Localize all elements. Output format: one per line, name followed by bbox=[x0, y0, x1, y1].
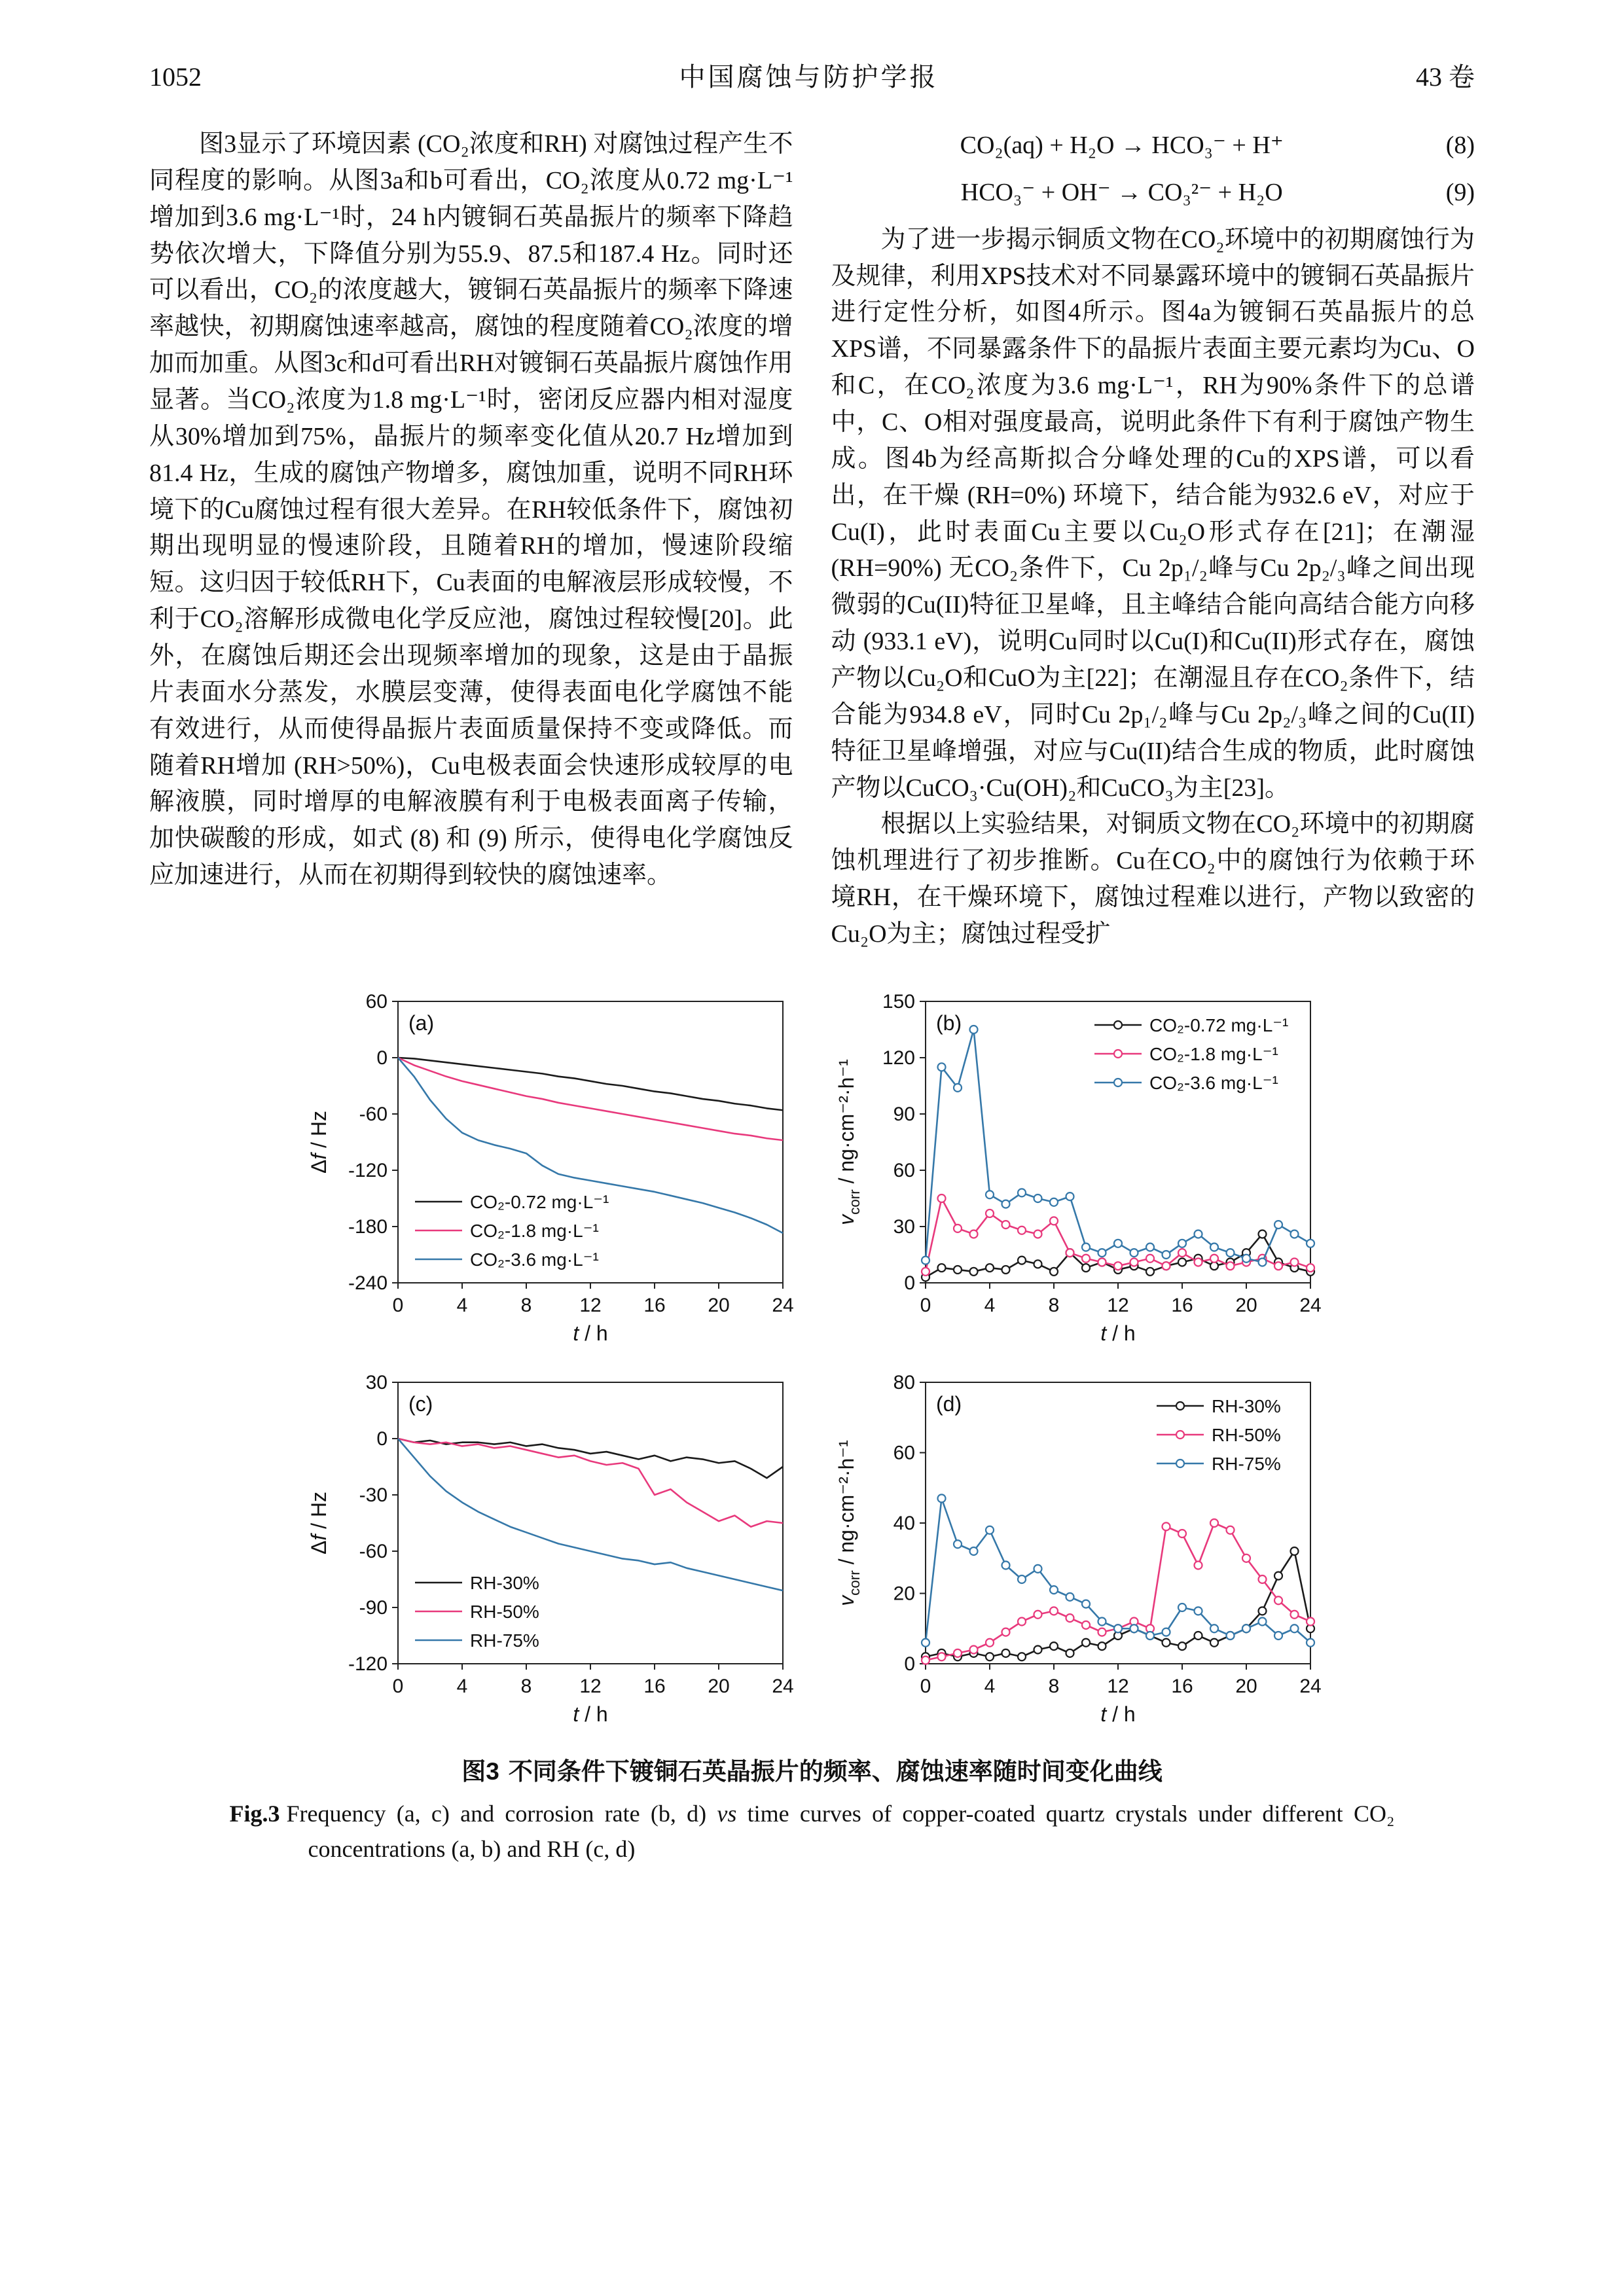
x-tick-label: 12 bbox=[579, 1675, 602, 1697]
data-point bbox=[969, 1645, 977, 1653]
data-point bbox=[1274, 1262, 1282, 1270]
data-point bbox=[1258, 1607, 1266, 1615]
data-point bbox=[1210, 1255, 1218, 1263]
legend-marker-sample bbox=[1114, 1050, 1122, 1058]
y-axis-label: $v_{corr} / ng\cdot cm^{-2}\cdot h^{-1}$ bbox=[834, 1059, 863, 1225]
data-point bbox=[1162, 1262, 1170, 1270]
data-point bbox=[1066, 1249, 1074, 1257]
data-point bbox=[1018, 1617, 1026, 1625]
data-point bbox=[1001, 1200, 1009, 1208]
figure-caption-en-label: Fig.3 bbox=[229, 1800, 280, 1827]
x-tick-label: 12 bbox=[1106, 1675, 1129, 1697]
legend-label: CO₂-1.8 mg·L⁻¹ bbox=[1149, 1043, 1278, 1064]
data-point bbox=[1001, 1266, 1009, 1274]
legend-label: RH-75% bbox=[1211, 1453, 1281, 1474]
data-point bbox=[1050, 1586, 1058, 1594]
data-point bbox=[922, 1639, 929, 1647]
data-point bbox=[1307, 1639, 1314, 1647]
x-tick-label: 16 bbox=[643, 1294, 666, 1316]
y-tick-label: 0 bbox=[903, 1272, 915, 1294]
x-tick-label: 4 bbox=[456, 1675, 467, 1697]
data-point bbox=[937, 1494, 945, 1502]
panel-label: (a) bbox=[408, 1011, 434, 1035]
data-point bbox=[1194, 1230, 1202, 1238]
data-point bbox=[1162, 1628, 1170, 1636]
data-point bbox=[1114, 1240, 1122, 1247]
data-point bbox=[1082, 1255, 1090, 1263]
data-point bbox=[1082, 1621, 1090, 1629]
data-point bbox=[1307, 1240, 1314, 1247]
data-point bbox=[937, 1063, 945, 1071]
data-point bbox=[1226, 1262, 1234, 1270]
data-point bbox=[1098, 1249, 1106, 1257]
chart-frequency-vs-time-co2 bbox=[300, 984, 797, 1351]
equation-formula: CO₂(aq) + H₂O → HCO₃⁻ + H⁺ bbox=[960, 132, 1284, 159]
data-point bbox=[1114, 1624, 1122, 1632]
data-point bbox=[1130, 1624, 1138, 1632]
data-point bbox=[1290, 1547, 1298, 1555]
x-axis-label: t / h bbox=[1100, 1702, 1136, 1726]
figure-3 bbox=[149, 984, 1475, 1867]
y-axis-label: Δf / Hz bbox=[306, 1110, 331, 1174]
x-tick-label: 16 bbox=[1170, 1294, 1193, 1316]
legend-label: RH-50% bbox=[469, 1601, 539, 1622]
legend-marker-sample bbox=[1114, 1021, 1122, 1029]
x-tick-label: 4 bbox=[984, 1294, 995, 1316]
data-point bbox=[1130, 1258, 1138, 1266]
chart-corrosion-rate-vs-time-co2 bbox=[827, 984, 1325, 1351]
data-point bbox=[1307, 1264, 1314, 1272]
x-tick-label: 8 bbox=[520, 1675, 532, 1697]
data-point bbox=[1018, 1257, 1026, 1265]
data-point bbox=[1258, 1258, 1266, 1266]
data-point bbox=[1001, 1561, 1009, 1569]
data-point bbox=[1290, 1611, 1298, 1619]
data-point bbox=[986, 1639, 994, 1647]
y-tick-label: 90 bbox=[893, 1103, 915, 1125]
data-point bbox=[1194, 1607, 1202, 1615]
data-point bbox=[986, 1210, 994, 1217]
page-number: 1052 bbox=[149, 62, 202, 92]
x-tick-label: 20 bbox=[1235, 1675, 1257, 1697]
data-point bbox=[1034, 1230, 1041, 1238]
figure-caption-en bbox=[230, 1796, 1395, 1867]
data-point bbox=[1001, 1221, 1009, 1229]
data-point bbox=[1258, 1617, 1266, 1625]
data-point bbox=[1018, 1653, 1026, 1660]
x-tick-label: 24 bbox=[1299, 1294, 1322, 1316]
y-tick-label: 20 bbox=[893, 1583, 915, 1605]
figure-caption-cn bbox=[149, 1751, 1475, 1787]
y-tick-label: -30 bbox=[359, 1484, 388, 1506]
x-tick-label: 20 bbox=[707, 1675, 730, 1697]
data-point bbox=[1178, 1249, 1186, 1257]
series-line bbox=[398, 1058, 783, 1110]
x-tick-label: 0 bbox=[392, 1294, 403, 1316]
data-point bbox=[1178, 1258, 1186, 1266]
y-tick-label: -180 bbox=[348, 1215, 388, 1238]
data-point bbox=[1178, 1530, 1186, 1537]
data-point bbox=[986, 1191, 994, 1198]
chart-frequency-vs-time-rh bbox=[300, 1365, 797, 1732]
charts-grid bbox=[149, 984, 1475, 1732]
data-point bbox=[1082, 1639, 1090, 1647]
y-tick-label: 0 bbox=[903, 1653, 915, 1675]
data-point bbox=[1098, 1617, 1106, 1625]
y-tick-label: -120 bbox=[348, 1653, 388, 1675]
data-point bbox=[1274, 1221, 1282, 1229]
data-point bbox=[1146, 1632, 1154, 1640]
data-point bbox=[1034, 1611, 1041, 1619]
x-tick-label: 0 bbox=[920, 1294, 931, 1316]
legend-label: RH-30% bbox=[1211, 1395, 1281, 1416]
x-tick-label: 16 bbox=[1170, 1675, 1193, 1697]
data-point bbox=[1001, 1628, 1009, 1636]
data-point bbox=[1226, 1632, 1234, 1640]
data-point bbox=[1034, 1194, 1041, 1202]
figure-caption-en-text-2: time curves of copper-coated quartz crystals under different CO₂ concentrations (a, b) and RH (c, d) bbox=[308, 1800, 1395, 1862]
data-point bbox=[1258, 1230, 1266, 1238]
volume-label: 43 卷 bbox=[1416, 62, 1475, 92]
series-line bbox=[926, 1030, 1310, 1262]
equation-number: (8) bbox=[1445, 132, 1475, 159]
data-point bbox=[1274, 1572, 1282, 1580]
data-point bbox=[954, 1084, 962, 1092]
data-point bbox=[1082, 1243, 1090, 1251]
data-point bbox=[1290, 1230, 1298, 1238]
data-point bbox=[969, 1268, 977, 1276]
data-point bbox=[1098, 1628, 1106, 1636]
x-axis-label: t / h bbox=[1100, 1321, 1136, 1345]
data-point bbox=[922, 1257, 929, 1265]
data-point bbox=[969, 1547, 977, 1555]
legend-label: CO₂-1.8 mg·L⁻¹ bbox=[469, 1220, 599, 1241]
y-tick-label: 80 bbox=[893, 1371, 915, 1393]
data-point bbox=[1194, 1632, 1202, 1640]
data-point bbox=[1050, 1268, 1058, 1276]
equation-8 bbox=[831, 128, 1475, 164]
data-point bbox=[1098, 1258, 1106, 1266]
left-column bbox=[149, 126, 793, 953]
x-tick-label: 24 bbox=[771, 1675, 794, 1697]
data-point bbox=[969, 1026, 977, 1033]
x-tick-label: 8 bbox=[520, 1294, 532, 1316]
running-head bbox=[149, 56, 1475, 94]
data-point bbox=[1001, 1649, 1009, 1657]
body-paragraph: 图3显示了环境因素 (CO₂浓度和RH) 对腐蚀过程产生不同程度的影响。从图3a和b可看出，CO₂浓度从0.72 mg·L⁻¹增加到3.6 mg·L⁻¹时，24 h内镀铜石英晶振片的频率下降趋势依次增大，下降值分别为55.9、87.5和187.4 Hz。同时还可以看出，CO₂的浓度越大，镀铜石英晶振片的频率下降速率越快，初期腐蚀速率越高，腐蚀的程度随着CO₂浓度的增加而加重。从图3c和d可看出RH对镀铜石英晶振片腐蚀作用显著。当CO₂浓度为1.8 mg·L⁻¹时，密闭反应器内相对湿度从30%增加到75%，晶振片的频率变化值从20.7 Hz增加到81.4 Hz，生成的腐蚀产物增多，腐蚀加重，说明不同RH环境下的Cu腐蚀过程有很大差异。在RH较低条件下，腐蚀初期出现明显的慢速阶段，且随着RH的增加，慢速阶段缩短。这归因于较低RH下，Cu表面的电解液层形成较慢，不利于CO₂溶解形成微电化学反应池，腐蚀过程较慢[20]。此外，在腐蚀后期还会出现频率增加的现象，这是由于晶振片表面水分蒸发，水膜层变薄，使得表面电化学腐蚀不能有效进行，从而使得晶振片表面质量保持不变或降低。而随着RH增加 (RH>50%)，Cu电极表面会快速形成较厚的电解液膜，同时增厚的电解液膜有利于电极表面离子传输，加快碳酸的形成，如式 (8) 和 (9) 所示，使得电化学腐蚀反应加速进行，从而在初期得到较快的腐蚀速率。 bbox=[149, 130, 793, 889]
legend-marker-sample bbox=[1114, 1079, 1122, 1086]
data-point bbox=[1258, 1575, 1266, 1583]
data-point bbox=[1098, 1642, 1106, 1650]
equations-block bbox=[831, 128, 1475, 211]
data-point bbox=[922, 1268, 929, 1276]
data-point bbox=[1162, 1522, 1170, 1530]
data-point bbox=[1178, 1240, 1186, 1247]
data-point bbox=[986, 1526, 994, 1534]
legend-label: RH-75% bbox=[469, 1630, 539, 1651]
data-point bbox=[1178, 1642, 1186, 1650]
x-tick-label: 0 bbox=[392, 1675, 403, 1697]
equation-number: (9) bbox=[1445, 178, 1475, 206]
y-tick-label: 30 bbox=[893, 1215, 915, 1238]
legend-marker-sample bbox=[1176, 1460, 1184, 1467]
legend-marker-sample bbox=[1176, 1402, 1184, 1410]
data-point bbox=[1242, 1624, 1250, 1632]
plot-frame bbox=[398, 1382, 783, 1664]
data-point bbox=[1226, 1526, 1234, 1534]
data-point bbox=[1146, 1243, 1154, 1251]
data-point bbox=[954, 1540, 962, 1548]
data-point bbox=[1178, 1604, 1186, 1611]
data-point bbox=[937, 1194, 945, 1202]
data-point bbox=[1050, 1198, 1058, 1206]
y-tick-label: 60 bbox=[893, 1442, 915, 1464]
data-point bbox=[1274, 1596, 1282, 1604]
y-tick-label: -60 bbox=[359, 1540, 388, 1562]
data-point bbox=[937, 1653, 945, 1660]
y-tick-label: 120 bbox=[882, 1047, 915, 1069]
data-point bbox=[1066, 1614, 1074, 1622]
figure-caption-en-text-1: Frequency (a, c) and corrosion rate (b, d) bbox=[286, 1800, 717, 1827]
data-point bbox=[1034, 1565, 1041, 1573]
y-tick-label: 0 bbox=[376, 1427, 388, 1450]
y-axis-label: Δf / Hz bbox=[306, 1491, 331, 1554]
data-point bbox=[1162, 1251, 1170, 1259]
data-point bbox=[1307, 1617, 1314, 1625]
x-tick-label: 20 bbox=[707, 1294, 730, 1316]
data-point bbox=[1130, 1249, 1138, 1257]
data-point bbox=[1018, 1575, 1026, 1583]
x-tick-label: 12 bbox=[579, 1294, 602, 1316]
legend-label: CO₂-3.6 mg·L⁻¹ bbox=[1149, 1072, 1278, 1093]
data-point bbox=[954, 1266, 962, 1274]
data-point bbox=[1146, 1255, 1154, 1263]
legend-marker-sample bbox=[1176, 1431, 1184, 1439]
legend-label: CO₂-0.72 mg·L⁻¹ bbox=[1149, 1014, 1288, 1035]
data-point bbox=[1082, 1600, 1090, 1608]
data-point bbox=[1034, 1260, 1041, 1268]
data-point bbox=[937, 1264, 945, 1272]
legend-label: RH-50% bbox=[1211, 1424, 1281, 1445]
x-tick-label: 24 bbox=[771, 1294, 794, 1316]
data-point bbox=[1194, 1258, 1202, 1266]
data-point bbox=[1018, 1189, 1026, 1196]
y-tick-label: 0 bbox=[376, 1047, 388, 1069]
y-tick-label: -120 bbox=[348, 1159, 388, 1181]
body-paragraph: 根据以上实验结果，对铜质文物在CO₂环境中的初期腐蚀机理进行了初步推断。Cu在CO₂中的腐蚀行为依赖于环境RH，在干燥环境下，腐蚀过程难以进行，产物以致密的Cu₂O为主；腐蚀过程受扩 bbox=[831, 810, 1475, 948]
data-point bbox=[1066, 1593, 1074, 1601]
y-tick-label: 40 bbox=[893, 1512, 915, 1534]
equation-9 bbox=[831, 175, 1475, 211]
data-point bbox=[954, 1225, 962, 1232]
figure-caption-cn-label: 图3 bbox=[461, 1757, 499, 1785]
x-tick-label: 20 bbox=[1235, 1294, 1257, 1316]
x-tick-label: 8 bbox=[1048, 1294, 1059, 1316]
data-point bbox=[1050, 1642, 1058, 1650]
data-point bbox=[1114, 1262, 1122, 1270]
journal-title: 中国腐蚀与防护学报 bbox=[679, 62, 939, 92]
data-point bbox=[1290, 1258, 1298, 1266]
data-point bbox=[986, 1653, 994, 1660]
data-point bbox=[1242, 1255, 1250, 1263]
panel-label: (d) bbox=[935, 1391, 962, 1416]
x-tick-label: 8 bbox=[1048, 1675, 1059, 1697]
data-point bbox=[1194, 1561, 1202, 1569]
legend-label: CO₂-0.72 mg·L⁻¹ bbox=[469, 1191, 609, 1212]
x-axis-label: t / h bbox=[572, 1702, 608, 1726]
data-point bbox=[1242, 1554, 1250, 1562]
data-point bbox=[1034, 1645, 1041, 1653]
y-tick-label: -240 bbox=[348, 1272, 388, 1294]
equation-formula: HCO₃⁻ + OH⁻ → CO₃²⁻ + H₂O bbox=[960, 178, 1283, 206]
panel-label: (b) bbox=[935, 1011, 962, 1035]
panel-label: (c) bbox=[408, 1391, 433, 1416]
data-point bbox=[954, 1649, 962, 1657]
data-point bbox=[1210, 1624, 1218, 1632]
series-line bbox=[398, 1439, 783, 1527]
data-point bbox=[922, 1657, 929, 1664]
y-axis-label: $v_{corr} / ng\cdot cm^{-2}\cdot h^{-1}$ bbox=[834, 1440, 863, 1606]
y-tick-label: 60 bbox=[893, 1159, 915, 1181]
data-point bbox=[1146, 1268, 1154, 1276]
figure-caption-en-vs: vs bbox=[717, 1800, 737, 1827]
y-tick-label: -60 bbox=[359, 1103, 388, 1125]
data-point bbox=[1050, 1607, 1058, 1615]
data-point bbox=[1210, 1639, 1218, 1647]
legend-label: RH-30% bbox=[469, 1572, 539, 1593]
figure-caption-cn-text: 不同条件下镀铜石英晶振片的频率、腐蚀速率随时间变化曲线 bbox=[508, 1757, 1163, 1785]
y-tick-label: 30 bbox=[365, 1371, 388, 1393]
x-tick-label: 24 bbox=[1299, 1675, 1322, 1697]
body-paragraph: 为了进一步揭示铜质文物在CO₂环境中的初期腐蚀行为及规律，利用XPS技术对不同暴露环境中的镀铜石英晶振片进行定性分析，如图4所示。图4a为镀铜石英晶振片的总XPS谱，不同暴露条件下的晶振片表面主要元素均为Cu、O和C，在CO₂浓度为3.6 mg·L⁻¹，RH为90%条件下的总谱中，C、O相对强度最高，说明此条件下有利于腐蚀产物生成。图4b为经高斯拟合分峰处理的Cu的XPS谱，可以看出，在干燥 (RH=0%) 环境下，结合能为932.6 eV，对应于Cu(I)，此时表面Cu主要以Cu₂O形式存在[21]；在潮湿 (RH=90%) 无CO₂条件下，Cu 2p₁/₂峰与Cu 2p₂/₃峰之间出现微弱的Cu(II)特征卫星峰，且主峰结合能向高结合能方向移动 (933.1 eV)，说明Cu同时以Cu(I)和Cu(II)形式存在，腐蚀产物以Cu₂O和CuO为主[22]；在潮湿且存在CO₂条件下，结合能为934.8 eV，同时Cu 2p₁/₂峰与Cu 2p₂/₃峰之间的Cu(II)特征卫星峰增强，对应与Cu(II)结合生成的物质，此时腐蚀产物以CuCO₃·Cu(OH)₂和CuCO₃为主[23]。 bbox=[831, 225, 1475, 802]
data-point bbox=[1210, 1519, 1218, 1527]
x-tick-label: 0 bbox=[920, 1675, 931, 1697]
data-point bbox=[1018, 1227, 1026, 1234]
data-point bbox=[969, 1230, 977, 1238]
chart-corrosion-rate-vs-time-rh bbox=[827, 1365, 1325, 1732]
right-column bbox=[831, 126, 1475, 953]
data-point bbox=[1066, 1193, 1074, 1200]
y-tick-label: 60 bbox=[365, 990, 388, 1013]
y-tick-label: -90 bbox=[359, 1596, 388, 1619]
data-point bbox=[1050, 1217, 1058, 1225]
data-point bbox=[1082, 1264, 1090, 1272]
data-point bbox=[986, 1264, 994, 1272]
x-tick-label: 16 bbox=[643, 1675, 666, 1697]
text-columns bbox=[149, 126, 1475, 953]
x-tick-label: 4 bbox=[984, 1675, 995, 1697]
data-point bbox=[1290, 1624, 1298, 1632]
data-point bbox=[1210, 1243, 1218, 1251]
data-point bbox=[1210, 1262, 1218, 1270]
x-axis-label: t / h bbox=[572, 1321, 608, 1345]
data-point bbox=[1226, 1249, 1234, 1257]
data-point bbox=[1162, 1639, 1170, 1647]
data-point bbox=[1066, 1649, 1074, 1657]
x-tick-label: 4 bbox=[456, 1294, 467, 1316]
y-tick-label: 150 bbox=[882, 990, 915, 1013]
legend-label: CO₂-3.6 mg·L⁻¹ bbox=[469, 1249, 599, 1270]
x-tick-label: 12 bbox=[1106, 1294, 1129, 1316]
data-point bbox=[1274, 1632, 1282, 1640]
